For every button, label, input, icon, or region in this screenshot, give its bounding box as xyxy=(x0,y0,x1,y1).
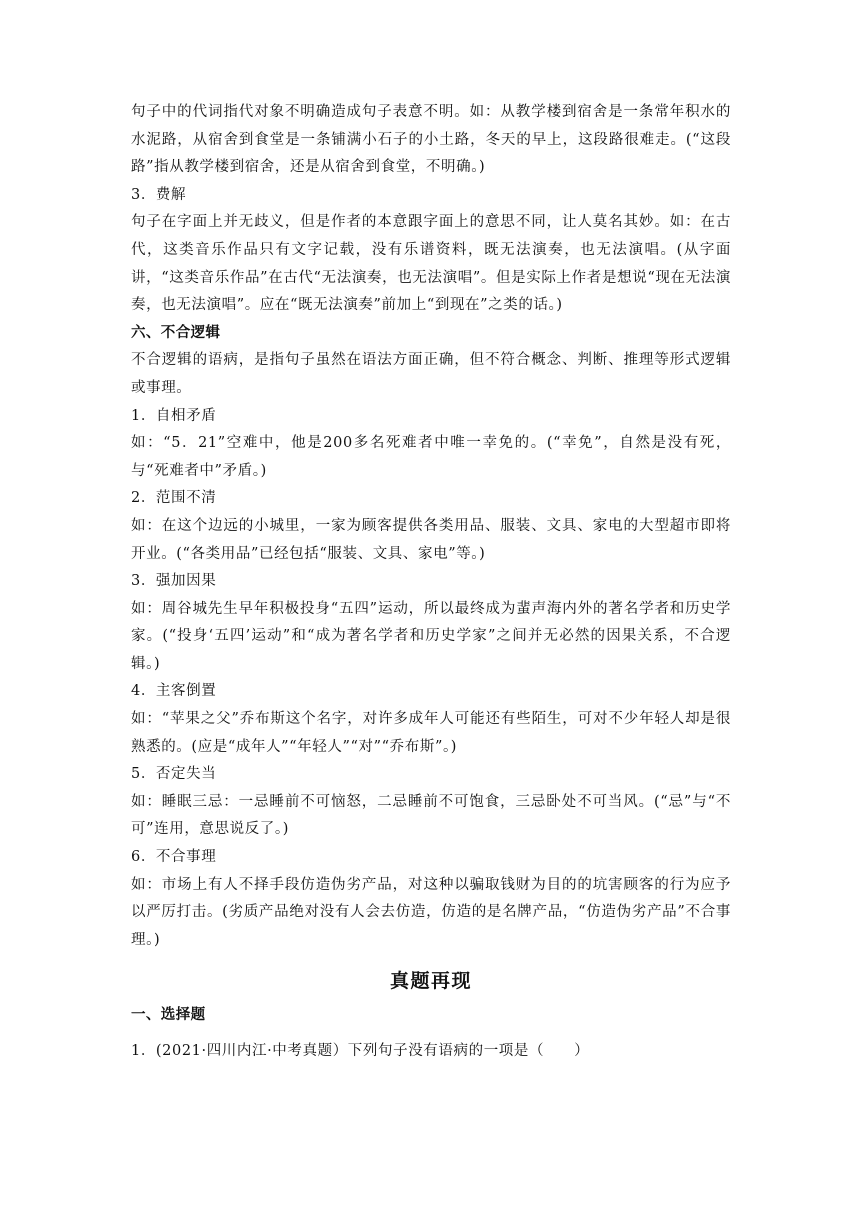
subheading-self-contradiction: 1．自相矛盾 xyxy=(131,407,217,424)
example-forced-causality: 如：周谷城先生早年积极投身“五四”运动，所以最终成为蜚声海内外的著名学者和历史学家。(“投身‘五四’运动”和“成为著名学者和历史学家”之间并无必然的因果关系，不合逻辑。) xyxy=(131,600,731,672)
section-heading-illogical: 六、不合逻辑 xyxy=(131,324,221,341)
document-body xyxy=(131,99,731,1066)
subheading-forced-causality: 3．强加因果 xyxy=(131,573,217,590)
question-1: 1．(2021·四川内江·中考真题）下列句子没有语病的一项是（ ） xyxy=(131,1043,590,1059)
section-heading-multiple-choice: 一、选择题 xyxy=(131,1007,206,1024)
example-unclear-scope: 如：在这个边远的小城里，一家为顾客提供各类用品、服装、文具、家电的大型超市即将开业。(“各类用品”已经包括“服装、文具、家电”等。) xyxy=(131,517,731,562)
example-unreasonable: 如：市场上有人不择手段仿造伪劣产品，对这种以骗取钱财为目的的坑害顾客的行为应予以严厉打击。(劣质产品绝对没有人会去仿造，仿造的是名牌产品，“仿造伪劣产品”不合事理。) xyxy=(131,876,731,948)
subheading-subject-object-reversal: 4．主客倒置 xyxy=(131,683,217,700)
paragraph-obscure: 句子在字面上并无歧义，但是作者的本意跟字面上的意思不同，让人莫名其妙。如：在古代，这类音乐作品只有文字记载，没有乐谱资料，既无法演奏，也无法演唱。(从字面讲，“这类音乐作品”在古代“无法演奏，也无法演唱”。但是实际上作者是想说“现在无法演奏，也无法演唱”。应在“既无法演奏”前加上“到现在”之类的话。) xyxy=(131,214,731,314)
subheading-unreasonable: 6．不合事理 xyxy=(131,849,217,866)
example-subject-object-reversal: 如：“苹果之父”乔布斯这个名字，对许多成年人可能还有些陌生，可对不少年轻人却是很熟悉的。(应是“成年人”“年轻人”“对”“乔布斯”。) xyxy=(131,711,731,755)
example-self-contradiction: 如：“5．21”空难中，他是200多名死难者中唯一幸免的。(“幸免”，自然是没有死，与“死难者中”矛盾。) xyxy=(131,435,731,479)
example-improper-negation: 如：睡眠三忌：一忌睡前不可恼怒，二忌睡前不可饱食，三忌卧处不可当风。(“忌”与“不可”连用，意思说反了。) xyxy=(131,793,731,838)
paragraph-pronoun-reference: 句子中的代词指代对象不明确造成句子表意不明。如：从教学楼到宿舍是一条常年积水的水泥路，从宿舍到食堂是一条铺满小石子的小土路，冬天的早上，这段路很难走。(“这段路”指从教学楼到宿舍，还是从宿舍到食堂，不明确。) xyxy=(131,104,731,176)
subheading-obscure: 3．费解 xyxy=(131,186,187,203)
paragraph-illogical-definition: 不合逻辑的语病，是指句子虽然在语法方面正确，但不符合概念、判断、推理等形式逻辑或事理。 xyxy=(131,352,731,396)
subheading-improper-negation: 5．否定失当 xyxy=(131,766,217,783)
section-title-past-exams: 真题再现 xyxy=(389,970,472,993)
subheading-unclear-scope: 2．范围不清 xyxy=(131,490,217,507)
